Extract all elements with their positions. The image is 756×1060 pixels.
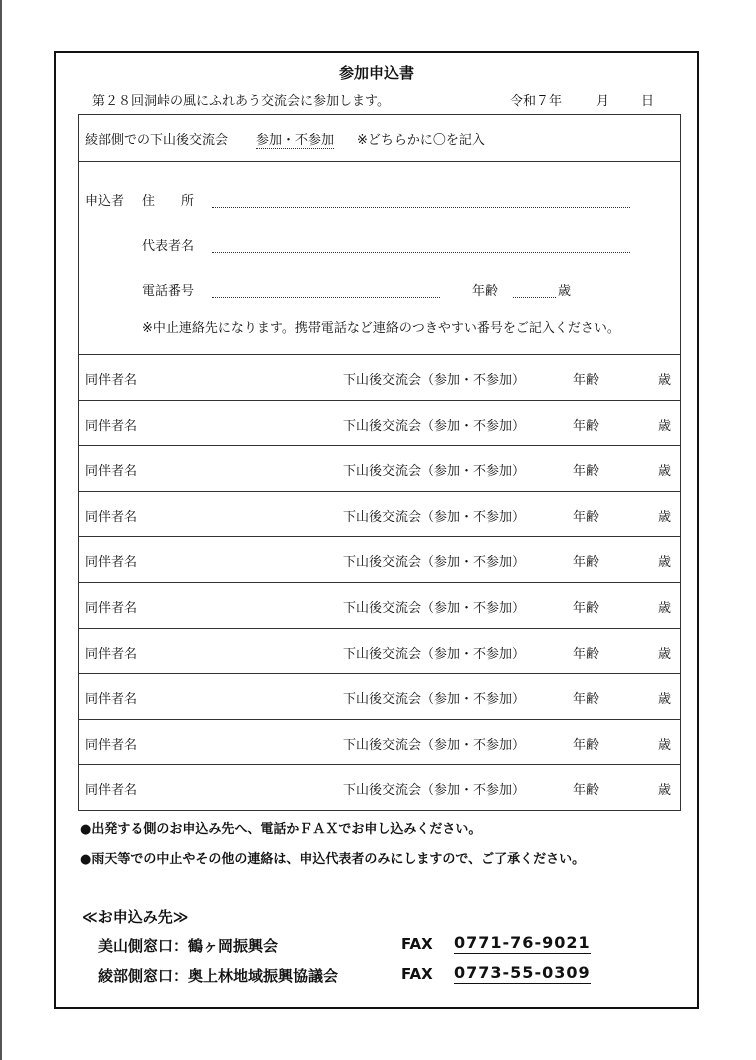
companion-event-choice[interactable]: 下山後交流会（参加・不参加） [343,509,526,525]
companion-name-label: 同伴者名 [85,509,138,525]
companion-age-unit: 歳 [658,373,672,388]
companion-event-choice[interactable]: 下山後交流会（参加・不参加） [343,646,526,662]
companion-age-label: 年齢 [573,737,600,753]
form-title: 参加申込書 [339,64,415,82]
companion-name-label: 同伴者名 [85,373,138,388]
companion-age-unit: 歳 [658,509,672,525]
contact-heading: ≪お申込み先≫ [82,908,189,926]
companion-row [79,537,681,583]
companions-table [78,354,681,811]
companion-row [79,355,681,401]
companion-event-choice[interactable]: 下山後交流会（参加・不参加） [343,600,526,616]
companion-age-label: 年齢 [573,646,600,662]
companion-event-choice[interactable]: 下山後交流会（参加・不参加） [343,555,526,571]
companion-event-choice[interactable]: 下山後交流会（参加・不参加） [343,783,526,799]
applicant-age-label: 年齢 [472,284,499,299]
applicant-heading: 申込者 [85,194,125,209]
date-month: 月 [596,94,610,109]
companion-age-unit: 歳 [658,783,672,799]
companion-row [79,628,681,674]
fax-number-ayabe: 0773-55-0309 [454,963,591,982]
companion-event-choice[interactable]: 下山後交流会（参加・不参加） [343,418,526,434]
companion-row [79,446,681,492]
date-day: 日 [641,94,655,109]
companion-age-label: 年齢 [573,692,600,708]
companion-age-label: 年齢 [573,555,600,571]
companion-name-label: 同伴者名 [85,418,138,434]
companion-event-choice[interactable]: 下山後交流会（参加・不参加） [343,692,526,708]
note-2: ●雨天等での中止やその他の連絡は、申込代表者のみにしますので、ご了承ください。 [80,852,586,867]
companion-row [79,674,681,720]
companion-age-unit: 歳 [658,600,672,616]
applicant-block [78,161,681,355]
companion-row [79,765,681,811]
fax-label-miyama: FAX [401,935,433,953]
ayabe-gathering-label: 綾部側での下山後交流会 [85,133,229,148]
companion-row [79,719,681,765]
address-field[interactable] [212,207,630,208]
applicant-age-field[interactable] [513,297,556,298]
page-edge [0,0,2,1060]
companion-age-label: 年齢 [573,418,600,434]
companion-name-label: 同伴者名 [85,692,138,708]
ayabe-gathering-row [78,114,681,162]
application-form [54,51,699,1009]
companion-age-unit: 歳 [658,692,672,708]
companion-age-unit: 歳 [658,464,672,480]
companion-row [79,491,681,537]
fax-number-miyama: 0771-76-9021 [454,933,591,952]
companion-event-choice[interactable]: 下山後交流会（参加・不参加） [343,373,526,388]
companion-name-label: 同伴者名 [85,464,138,480]
applicant-age-unit: 歳 [558,284,572,299]
phone-label: 電話番号 [142,284,195,299]
companion-row [79,400,681,446]
companion-age-unit: 歳 [658,646,672,662]
fax-label-ayabe: FAX [401,965,433,983]
companion-name-label: 同伴者名 [85,737,138,753]
companion-name-label: 同伴者名 [85,783,138,799]
representative-field[interactable] [212,252,630,253]
companion-age-label: 年齢 [573,600,600,616]
companion-name-label: 同伴者名 [85,600,138,616]
companion-name-label: 同伴者名 [85,646,138,662]
ayabe-attendance-choice[interactable]: 参加・不参加 [256,129,334,149]
companion-age-unit: 歳 [658,418,672,434]
companion-age-unit: 歳 [658,737,672,753]
companion-age-label: 年齢 [573,509,600,525]
companion-age-label: 年齢 [573,464,600,480]
representative-label: 代表者名 [142,239,195,254]
companion-event-choice[interactable]: 下山後交流会（参加・不参加） [343,737,526,753]
ayabe-note: ※どちらかに〇を記入 [357,133,485,148]
companion-age-label: 年齢 [573,373,600,388]
note-1: ●出発する側のお申込み先へ、電話かＦＡＸでお申し込みください。 [80,822,482,837]
date-era: 令和７年 [510,94,563,109]
phone-field[interactable] [212,297,440,298]
companion-name-label: 同伴者名 [85,555,138,571]
contact-office-miyama: 美山側窓口：鶴ヶ岡振興会 [98,937,279,955]
companion-age-unit: 歳 [658,555,672,571]
address-label: 住 所 [142,194,195,209]
companion-event-choice[interactable]: 下山後交流会（参加・不参加） [343,464,526,480]
companion-row [79,582,681,628]
applicant-note: ※中止連絡先になります。携帯電話など連絡のつきやすい番号をご記入ください。 [142,321,620,336]
intro-text: 第２８回洞峠の風にふれあう交流会に参加します。 [92,94,390,109]
contact-office-ayabe: 綾部側窓口：奥上林地域振興協議会 [98,967,339,985]
companion-age-label: 年齢 [573,783,600,799]
